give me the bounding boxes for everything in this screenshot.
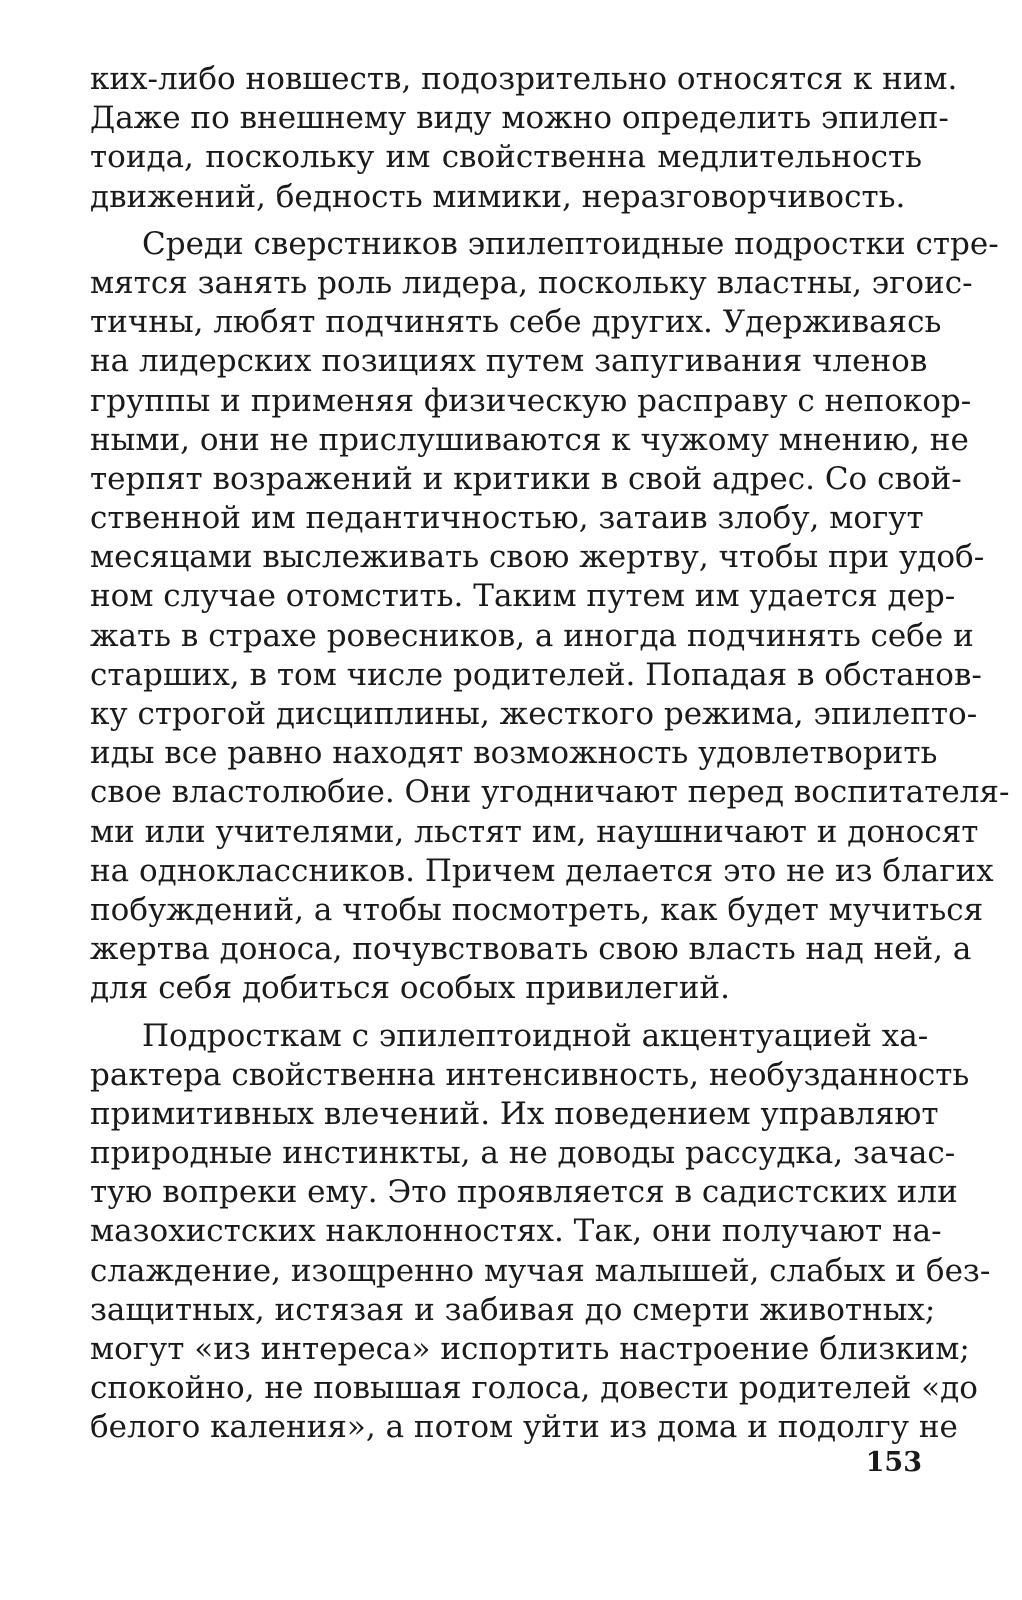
text-line: побуждений, а чтобы посмотреть, как будет мучиться [90, 891, 984, 928]
text-line: примитивных влечений. Их поведением управляют [90, 1095, 939, 1132]
text-line: ными, они не прислушиваются к чужому мнению, не [90, 421, 969, 458]
text-line: на одноклассников. Причем делается это не из благих [90, 852, 994, 889]
text-line: на лидерских позициях путем запугивания членов [90, 343, 928, 380]
paragraph [90, 1017, 991, 1448]
text-line: жать в страхе ровесников, а иногда подчинять себе и [90, 617, 974, 654]
text-line: природные инстинкты, а не доводы рассудка, зачас- [90, 1135, 956, 1172]
text-line: тичны, любят подчинять себе других. Удерживаясь [90, 304, 942, 341]
page-number: 153 [865, 1447, 922, 1478]
text-line: жертва доноса, почувствовать свою власть над ней, а [90, 931, 972, 968]
text-line: месяцами выслеживать свою жертву, чтобы при удоб- [90, 539, 985, 576]
text-line: Даже по внешнему виду можно определить эпилеп- [90, 100, 949, 137]
text-line: Подросткам с эпилептоидной акцентуацией ха- [142, 1017, 929, 1054]
text-line: мятся занять роль лидера, поскольку властны, эгоис- [90, 264, 973, 301]
text-line: ми или учителями, льстят им, наушничают и доносят [90, 813, 979, 850]
text-line: рактера свойственна интенсивность, необузданность [90, 1056, 970, 1093]
text-line: для себя добиться особых привилегий. [90, 970, 730, 1007]
text-line: старших, в том числе родителей. Попадая в обстанов- [90, 656, 982, 693]
text-line: ственной им педантичностью, затаив злобу, могут [90, 500, 924, 537]
text-line: слаждение, изощренно мучая малышей, слабых и без- [90, 1252, 991, 1289]
text-line: защитных, истязая и забивая до смерти животных; [90, 1291, 936, 1328]
text-line: Среди сверстников эпилептоидные подростки стре- [142, 225, 999, 262]
text-line: группы и применяя физическую расправу с непокор- [90, 382, 972, 419]
text-line: ких-либо новшеств, подозрительно относятся к ним. [90, 61, 958, 97]
text-line: спокойно, не повышая голоса, довести родителей «до [90, 1370, 978, 1407]
text-line: мазохистских наклонностях. Так, они получают на- [90, 1213, 942, 1250]
text-line: свое властолюбие. Они угодничают перед воспитателя- [90, 774, 1010, 811]
text-line: белого каления», а потом уйти из дома и подолгу не [90, 1409, 958, 1446]
text-line: ном случае отомстить. Таким путем им удается дер- [90, 578, 956, 615]
text-line: тую вопреки ему. Это проявляется в садистских или [90, 1174, 958, 1211]
text-line: терпят возражений и критики в свой адрес. Со свой- [90, 460, 962, 497]
text-line: ку строгой дисциплины, жесткого режима, эпилепто- [90, 696, 978, 732]
paragraph [90, 225, 1010, 1009]
text-line: тоида, поскольку им свойственна медлительность [90, 139, 922, 176]
body-text [90, 60, 1010, 1448]
paragraph [90, 60, 958, 217]
text-line: иды все равно находят возможность удовлетворить [90, 735, 938, 772]
text-line: движений, бедность мимики, неразговорчивость. [90, 178, 906, 215]
text-line: могут «из интереса» испортить настроение близким; [90, 1331, 970, 1367]
